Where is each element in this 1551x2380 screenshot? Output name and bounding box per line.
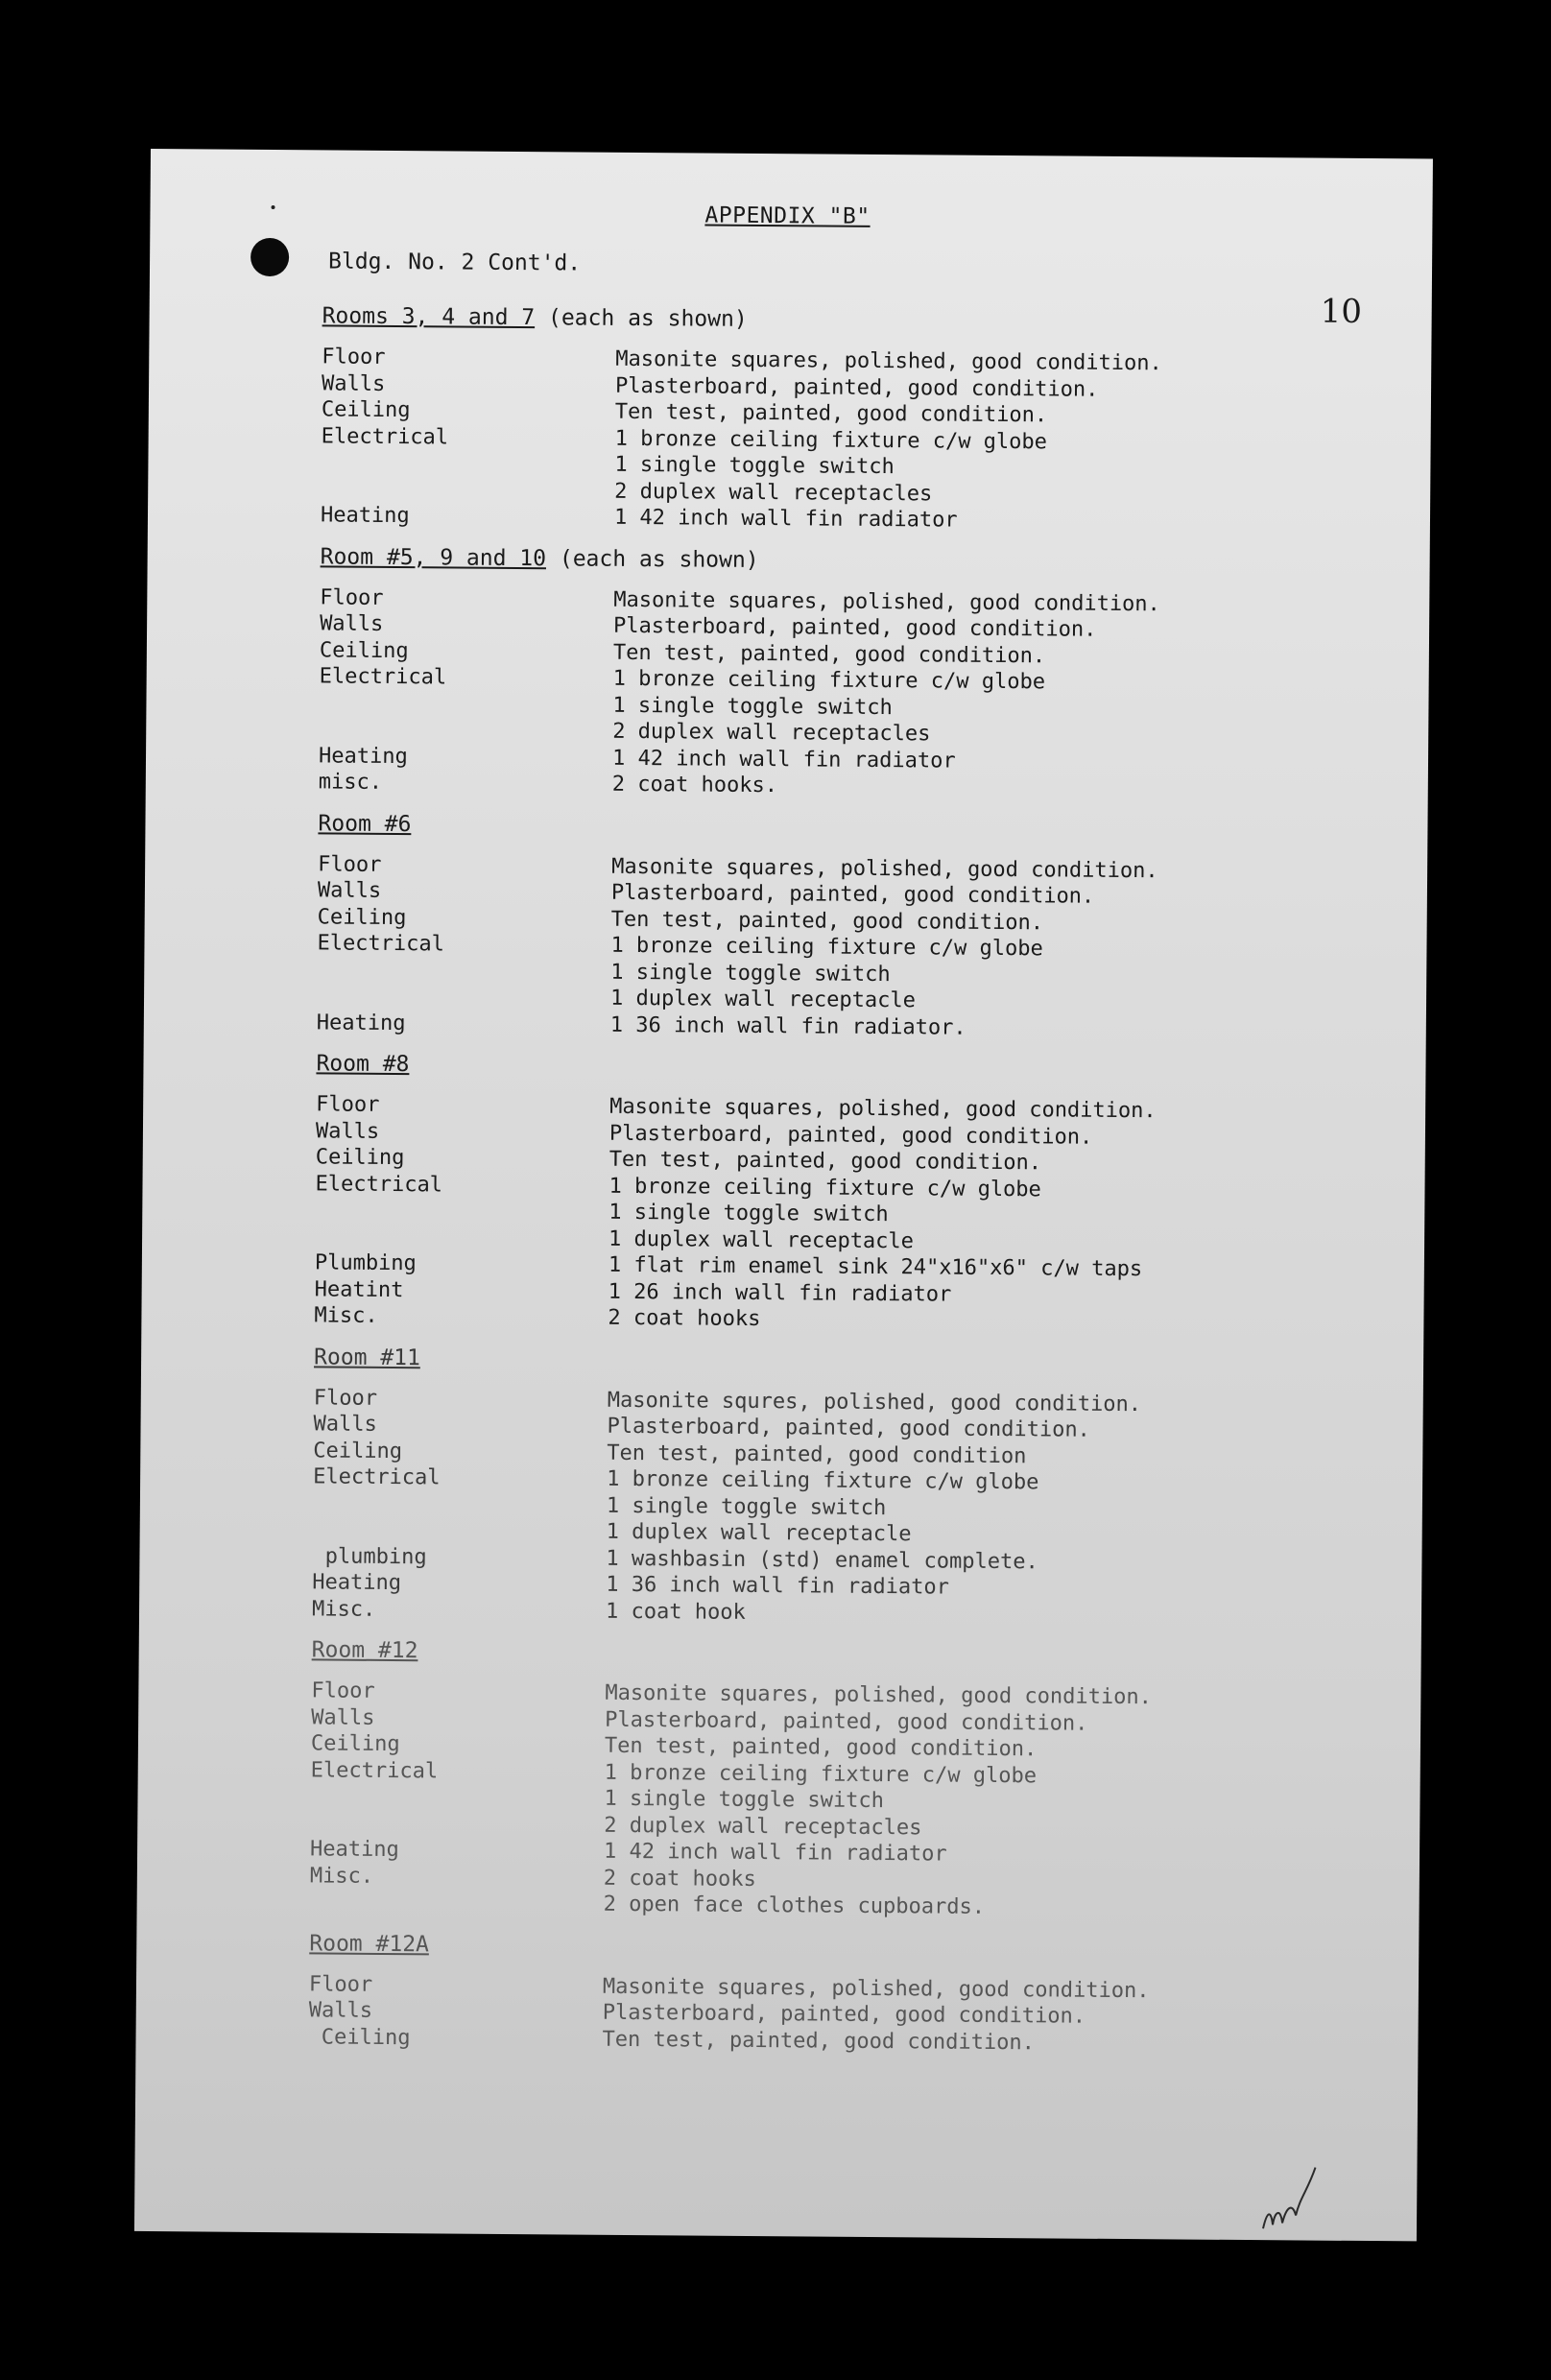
item-description: 2 duplex wall receptacles — [614, 479, 933, 506]
item-category: Ceiling — [310, 1731, 400, 1757]
room-heading-title: Rooms 3, 4 and 7 — [322, 303, 536, 331]
item-category: Walls — [308, 1998, 373, 2023]
room-heading — [314, 1343, 1350, 1379]
item-category: Walls — [315, 1118, 380, 1144]
item-description: Ten test, painted, good condition. — [604, 1733, 1038, 1762]
item-category: Electrical — [321, 423, 449, 449]
item-description: Plasterboard, painted, good condition. — [605, 1707, 1088, 1736]
item-description: 1 single toggle switch — [610, 960, 891, 987]
item-description: Masonite squares, polished, good condition. — [615, 346, 1162, 376]
item-category: Electrical — [313, 1464, 441, 1490]
item-category — [310, 1783, 604, 1812]
document-page — [134, 149, 1433, 2241]
building-line: Bldg. No. 2 Cont'd. — [327, 249, 582, 276]
item-description: 1 bronze ceiling fixture c/w globe — [604, 1760, 1038, 1788]
item-description: 1 single toggle switch — [612, 693, 893, 720]
item-description: 1 duplex wall receptacle — [608, 1226, 915, 1253]
item-category: Walls — [321, 370, 386, 396]
item-category: Walls — [311, 1704, 375, 1730]
item-description: Plasterboard, painted, good condition. — [614, 373, 1099, 402]
room-section — [319, 542, 1357, 803]
item-description: 1 bronze ceiling fixture c/w globe — [608, 1174, 1041, 1202]
item-category — [313, 1490, 607, 1519]
item-category: Walls — [317, 878, 382, 903]
item-description: 1 bronze ceiling fixture c/w globe — [612, 666, 1046, 695]
item-category: Walls — [320, 611, 384, 636]
item-category: Ceiling — [308, 2024, 411, 2050]
item-description: Ten test, painted, good condition. — [614, 399, 1048, 428]
item-description: 2 coat hooks — [608, 1305, 761, 1332]
room-heading — [321, 542, 1357, 579]
item-category: Ceiling — [317, 904, 407, 930]
item-category: Heating — [318, 743, 408, 769]
item-category: Electrical — [315, 1171, 443, 1197]
room-section — [314, 1049, 1352, 1337]
item-description: 1 42 inch wall fin radiator — [613, 505, 958, 533]
item-description: Masonite squares, polished, good condition. — [613, 587, 1160, 616]
item-category: plumbing — [312, 1543, 427, 1569]
item-description: 1 36 inch wall fin radiator. — [609, 1012, 966, 1040]
item-description: Masonite squares, polished, good condition. — [609, 1094, 1157, 1124]
item-category: Ceiling — [319, 637, 409, 663]
item-description: Plasterboard, painted, good condition. — [613, 613, 1097, 642]
item-category: Misc. — [311, 1596, 376, 1622]
item-description: 1 washbasin (std) enamel complete. — [606, 1546, 1038, 1574]
item-description: Ten test, painted, good condition. — [610, 907, 1044, 935]
item-category: Floor — [320, 584, 384, 610]
item-description: Ten test, painted, good condition. — [602, 2027, 1035, 2055]
item-category — [321, 449, 614, 478]
item-description: 1 duplex wall receptacle — [609, 986, 917, 1013]
item-category: Misc. — [314, 1303, 378, 1328]
item-description: 2 coat hooks — [603, 1866, 756, 1892]
item-category: Walls — [313, 1412, 377, 1437]
item-description: Masonite squares, polished, good condition. — [611, 854, 1158, 883]
item-category: Electrical — [310, 1757, 439, 1783]
item-description: 1 bronze ceiling fixture c/w globe — [610, 933, 1043, 962]
item-description: 1 flat rim enamel sink 24"x16"x6" c/w taps — [608, 1252, 1143, 1282]
item-description: 1 36 inch wall fin radiator — [606, 1572, 949, 1600]
item-category: Electrical — [319, 664, 447, 690]
item-category — [321, 476, 614, 505]
room-heading-title: Room #5, 9 and 10 — [320, 543, 547, 571]
item-category: Floor — [322, 345, 386, 369]
item-category — [317, 983, 610, 1012]
punch-hole — [251, 238, 289, 276]
item-description: 1 single toggle switch — [614, 452, 895, 480]
item-category: Plumbing — [314, 1250, 417, 1276]
room-section — [321, 301, 1359, 536]
item-description: Ten test, painted, good condition. — [612, 640, 1046, 668]
item-description: Plasterboard, painted, good condition. — [602, 2000, 1086, 2029]
item-description: Masonite squares, polished, good condition. — [602, 1974, 1150, 2003]
item-description: Ten test, painted, good condition. — [608, 1147, 1042, 1176]
item-description: 2 duplex wall receptacles — [604, 1813, 922, 1840]
item-category: Ceiling — [321, 397, 411, 423]
item-description: Plasterboard, painted, good condition. — [607, 1414, 1090, 1442]
room-section — [317, 809, 1355, 1044]
room-heading-title: Room #12A — [309, 1930, 430, 1957]
room-inventory — [308, 301, 1358, 2071]
item-category: Floor — [316, 1092, 380, 1117]
item-description: 1 single toggle switch — [604, 1786, 885, 1814]
room-heading — [322, 301, 1359, 338]
item-category — [310, 1889, 604, 1917]
appendix-title: APPENDIX "B" — [704, 202, 871, 229]
item-category: Heating — [320, 503, 410, 529]
item-category: Misc. — [309, 1863, 374, 1889]
item-description: 2 open face clothes cupboards. — [603, 1892, 986, 1919]
room-heading-note: (each as shown) — [535, 305, 748, 332]
item-description: Masonite squares, polished, good condition. — [605, 1680, 1153, 1710]
item-description: 1 42 inch wall fin radiator — [611, 746, 956, 774]
item-description: 2 duplex wall receptacles — [612, 719, 931, 747]
item-description: 1 bronze ceiling fixture c/w globe — [607, 1466, 1039, 1495]
item-category: Heating — [309, 1837, 399, 1863]
room-heading-title: Room #11 — [314, 1344, 420, 1370]
item-description: 1 42 inch wall fin radiator — [603, 1839, 947, 1867]
item-description: 1 26 inch wall fin radiator — [608, 1279, 952, 1307]
item-category: Heating — [312, 1570, 402, 1596]
item-category: Floor — [311, 1678, 375, 1703]
item-category — [315, 1224, 608, 1252]
item-category: Heatint — [314, 1276, 404, 1302]
room-heading — [312, 1635, 1348, 1672]
ink-dot — [272, 205, 275, 209]
item-category — [310, 1810, 604, 1839]
item-category — [319, 690, 612, 719]
item-category: Electrical — [317, 931, 445, 957]
item-category: Ceiling — [315, 1145, 405, 1171]
item-description: 1 single toggle switch — [606, 1493, 887, 1520]
item-description: Plasterboard, painted, good condition. — [610, 880, 1095, 909]
item-category: misc. — [318, 770, 383, 795]
item-description: 1 bronze ceiling fixture c/w globe — [614, 426, 1048, 454]
item-category — [313, 1516, 607, 1545]
room-heading-title: Room #6 — [318, 810, 412, 837]
room-section — [312, 1343, 1350, 1630]
item-category: Floor — [313, 1385, 378, 1411]
room-heading-note: (each as shown) — [545, 545, 759, 573]
item-description: 1 coat hook — [605, 1599, 746, 1625]
item-description: Ten test, painted, good condition — [607, 1440, 1027, 1468]
room-heading — [316, 1049, 1352, 1085]
item-category: Floor — [308, 1971, 373, 1997]
item-description: 1 single toggle switch — [608, 1200, 889, 1227]
handwritten-mark — [1257, 2154, 1325, 2241]
item-description: Masonite squres, polished, good condition. — [607, 1388, 1142, 1416]
item-description: 2 coat hooks. — [611, 772, 778, 798]
room-heading — [309, 1929, 1346, 1965]
page-number: 10 — [1320, 292, 1363, 331]
item-category: Floor — [318, 851, 382, 877]
room-heading-title: Room #8 — [316, 1051, 410, 1078]
room-heading-title: Room #12 — [311, 1637, 418, 1664]
item-category — [319, 716, 612, 745]
item-description: Plasterboard, painted, good condition. — [608, 1121, 1093, 1150]
item-category: Heating — [316, 1010, 406, 1035]
room-section — [308, 1929, 1346, 2059]
room-heading — [318, 809, 1354, 845]
item-category: Ceiling — [313, 1438, 403, 1464]
item-category — [315, 1197, 608, 1226]
item-description: 1 duplex wall receptacle — [606, 1519, 912, 1547]
room-section — [310, 1635, 1348, 1923]
item-category — [317, 957, 610, 986]
